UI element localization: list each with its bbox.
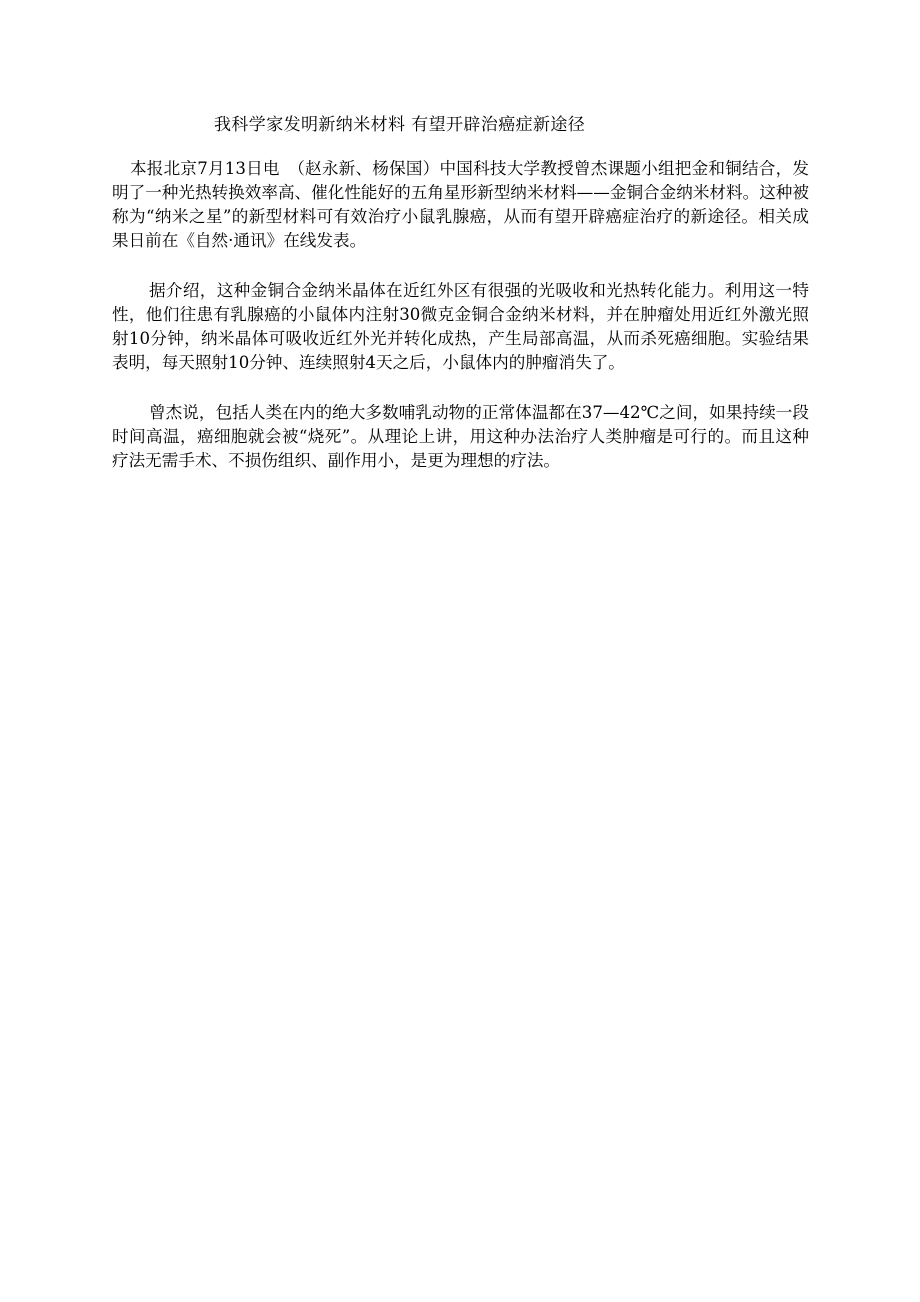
article-paragraph-1: 本报北京7月13日电 （赵永新、杨保国）中国科技大学教授曾杰课题小组把金和铜结合，发明了一种光热转换效率高、催化性能好的五角星形新型纳米材料——金铜合金纳米材料。这种被称为“纳米之星”的新型材料可有效治疗小鼠乳腺癌，从而有望开辟癌症治疗的新途径。相关成果日前在《自然·通讯》在线发表。 [112, 159, 809, 250]
article-title: 我科学家发明新纳米材料 有望开辟治癌症新途径 [214, 115, 586, 135]
article-body [112, 157, 809, 499]
article-paragraph-3: 曾杰说，包括人类在内的绝大多数哺乳动物的正常体温都在37—42℃之间，如果持续一段时间高温，癌细胞就会被“烧死”。从理论上讲，用这种办法治疗人类肿瘤是可行的。而且这种疗法无需手术、不损伤组织、副作用小，是更为理想的疗法。 [112, 403, 809, 470]
article-paragraph-2: 据介绍，这种金铜合金纳米晶体在近红外区有很强的光吸收和光热转化能力。利用这一特性，他们往患有乳腺癌的小鼠体内注射30微克金铜合金纳米材料，并在肿瘤处用近红外激光照射10分钟，纳米晶体可吸收近红外光并转化成热，产生局部高温，从而杀死癌细胞。实验结果表明，每天照射10分钟、连续照射4天之后，小鼠体内的肿瘤消失了。 [112, 281, 809, 372]
